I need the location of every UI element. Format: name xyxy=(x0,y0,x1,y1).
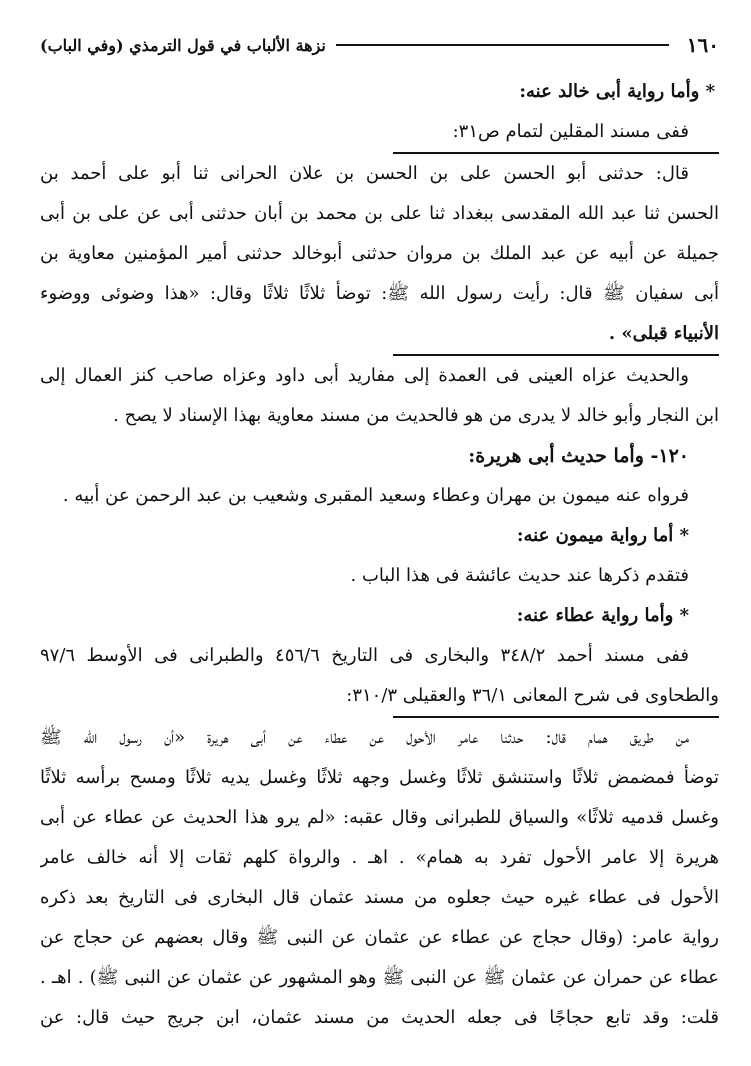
hadith-line: الأنبياء قبلى» . xyxy=(608,323,719,344)
ata-text-line: هريرة إلا عامر الأحول تفرد به همام» . اهـ . والرواة كلهم ثقات إلا أنه خالف عامر xyxy=(40,847,719,868)
ata-source-line: ففى مسند أحمد ٣٤٨/٢ والبخارى فى التاريخ ٤٥٦/٦ والطبرانى فى الأوسط ٩٧/٦ xyxy=(40,645,689,666)
page-header xyxy=(40,28,719,62)
ata-text-line: الأحول فى عطاء غيره حيث جعلوه من مسند عثمان قال البخارى فى التاريخ بعد ذكره xyxy=(40,887,719,908)
ata-text-line: من طريق همام قال: حدثنا عامر الأحول عن عطاء عن أبى هريرة «أن رسول الله ﷺ xyxy=(40,727,689,748)
subheading-ata: * وأما رواية عطاء عنه: xyxy=(516,605,689,626)
hadith-line: قال: حدثنى أبو الحسن على بن الحسن بن علان الحرانى ثنا أبو على أحمد بن xyxy=(40,163,689,184)
section-intro: فرواه عنه ميمون بن مهران وعطاء وسعيد المقبرى وشعيب بن عبد الرحمن عن أبيه . xyxy=(62,485,689,506)
hadith-line: أبى سفيان ﷺ قال: رأيت رسول الله ﷺ: توضأ ثلاثًا ثلاثًا وقال: «هذا وضوئى ووضوء xyxy=(40,283,719,304)
ata-text-line: قلت: وقد تابع حجاجًا فى جعله الحديث من مسند عثمان، ابن جريج حيث قال: عن xyxy=(40,1007,719,1028)
ata-text-line: توضأ فمضمض ثلاثًا واستنشق ثلاثًا وغسل وجهه ثلاثًا وغسل يديه ثلاثًا ومسح برأسه ثلاثًا xyxy=(40,767,719,788)
ata-text-line: وغسل قدميه ثلاثًا» والسياق للطبرانى وقال عقبه: «لم يرو هذا الحديث عن عطاء عن أبى xyxy=(40,807,719,828)
section-title: ١٢٠- وأما حديث أبى هريرة: xyxy=(468,445,689,467)
subheading-maimun: * أما رواية ميمون عنه: xyxy=(516,525,689,546)
ata-text-line: رواية عامر: (وقال حجاج عن عطاء عن عثمان عن النبى ﷺ وقال بعضهم عن حجاج عن xyxy=(40,927,719,948)
ata-source-line: والطحاوى فى شرح المعانى ٣٦/١ والعقيلى ٣١٠/٣: xyxy=(346,685,719,706)
hadith-line: الحسن ثنا عبد الله المقدسى ببغداد ثنا على بن محمد بن أبان حدثنى أبى عن على بن أبى xyxy=(40,203,719,224)
maimun-text: فتقدم ذكرها عند حديث عائشة فى هذا الباب . xyxy=(350,565,689,586)
running-title: نزهة الألباب في قول الترمذي (وفي الباب) xyxy=(40,35,326,55)
page-body xyxy=(40,72,719,1038)
subheading-abu-khalid: * وأما رواية أبى خالد عنه: xyxy=(519,81,715,102)
ata-text-line: عطاء عن حمران عن عثمان ﷺ عن النبى ﷺ وهو المشهور عن عثمان عن النبى ﷺ) . اهـ . xyxy=(40,967,719,988)
source-line: ففى مسند المقلين لتمام ص٣١: xyxy=(452,121,689,142)
header-rule xyxy=(336,44,669,46)
comment-line: والحديث عزاه العينى فى العمدة إلى مفاريد أبى داود وعزاه صاحب كنز العمال إلى xyxy=(40,365,689,386)
page-number: ١٦٠ xyxy=(686,33,719,57)
comment-line: ابن النجار وأبو خالد لا يدرى من هو فالحديث من مسند معاوية بهذا الإسناد لا يصح . xyxy=(113,405,719,426)
hadith-line: جميلة عن أبيه عن عبد الملك بن مروان حدثنى أبوخالد حدثنى أمير المؤمنين معاوية بن xyxy=(40,243,719,264)
